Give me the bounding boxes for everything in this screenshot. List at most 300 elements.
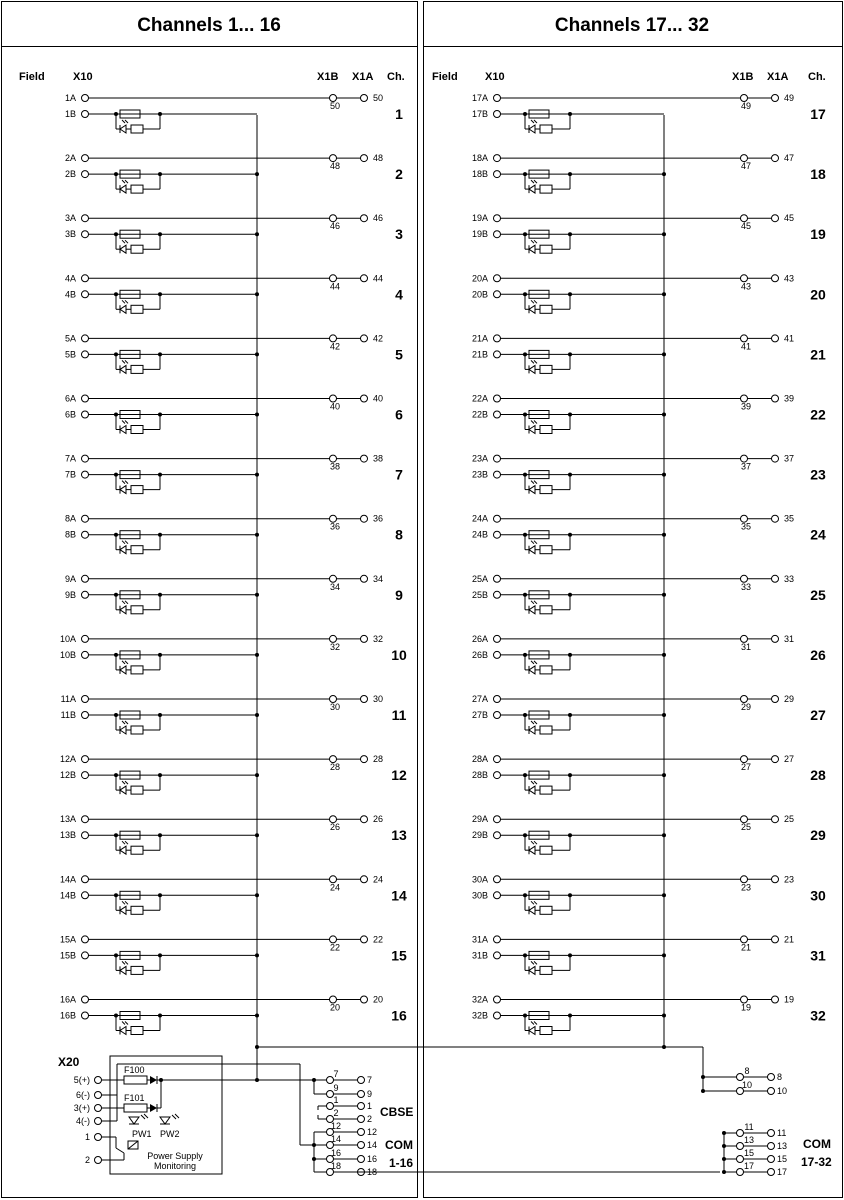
junction-dot	[701, 1089, 705, 1093]
fuse-f101	[124, 1104, 147, 1112]
x1b-terminal	[737, 1130, 744, 1137]
x1b-terminal	[737, 1156, 744, 1163]
channel-row	[472, 634, 826, 674]
resistor-icon	[131, 666, 143, 674]
x20-terminal-label: 3(+)	[73, 1103, 90, 1113]
channel-row	[472, 574, 826, 614]
terminal-label-a: 29A	[471, 814, 488, 825]
channel-row	[472, 874, 826, 914]
led-ray	[531, 721, 534, 724]
com-range-right: 17-32	[801, 1155, 832, 1169]
led-ray	[531, 781, 534, 784]
x1a-terminal	[768, 1143, 775, 1150]
led-icon	[120, 486, 126, 494]
junction-dot	[568, 653, 572, 657]
junction-dot	[158, 653, 162, 657]
x10-terminal-b	[82, 712, 89, 719]
led-icon	[529, 486, 535, 494]
power-supply-block	[58, 1055, 300, 1174]
resistor-icon	[131, 185, 143, 193]
x1b-number: 33	[740, 581, 752, 592]
channel-row	[472, 153, 826, 193]
x1a-number: 2	[367, 1114, 373, 1124]
x1a-number: 34	[373, 573, 384, 584]
junction-dot	[158, 413, 162, 417]
led-ray	[125, 961, 128, 964]
led-icon	[120, 365, 126, 373]
x1b-number: 8	[744, 1066, 750, 1076]
junction-dot	[568, 893, 572, 897]
x1a-terminal	[361, 95, 368, 102]
led-ray	[125, 541, 128, 544]
resistor-icon	[540, 546, 552, 554]
terminal-label-a: 24A	[471, 513, 488, 524]
x10-terminal-b	[82, 832, 89, 839]
terminal-label-b: 3B	[64, 229, 76, 240]
x1a-terminal	[772, 696, 779, 703]
channel-row	[60, 995, 407, 1035]
channel-row	[472, 213, 826, 253]
junction-dot	[158, 1014, 162, 1018]
terminal-label-a: 27A	[471, 694, 488, 704]
x10-terminal-a	[494, 635, 501, 642]
led-ray	[531, 180, 534, 183]
x10-terminal-b	[494, 291, 501, 298]
x1b-number: 10	[741, 1080, 753, 1090]
terminal-label-b: 9B	[64, 589, 76, 600]
junction-dot	[114, 352, 118, 356]
terminal-label-a: 22A	[471, 393, 488, 404]
terminal-label-a: 8A	[64, 513, 76, 524]
x1a-terminal	[772, 575, 779, 582]
resistor-icon	[540, 486, 552, 494]
x1a-terminal	[772, 455, 779, 462]
x10-terminal-b	[82, 111, 89, 118]
led-ray	[122, 180, 125, 183]
led-ray	[175, 1114, 179, 1118]
led-icon	[120, 606, 126, 614]
x1a-number: 31	[784, 633, 795, 644]
junction-dot	[158, 893, 162, 897]
led-ray	[122, 300, 125, 303]
junction-dot	[568, 833, 572, 837]
x1a-terminal	[358, 1077, 365, 1084]
relay-coil-mark	[128, 1141, 138, 1149]
channel-number: 10	[391, 646, 407, 663]
terminal-label-a: 3A	[64, 213, 76, 224]
x1a-number: 7	[367, 1075, 373, 1085]
junction-dot	[523, 953, 527, 957]
x1a-terminal	[772, 95, 779, 102]
x1b-number: 49	[740, 101, 752, 111]
x1a-number: 9	[367, 1089, 373, 1099]
x1a-terminal	[772, 155, 779, 162]
x1a-terminal	[772, 816, 779, 823]
x10-terminal-b	[494, 111, 501, 118]
header-field-left: Field	[19, 71, 45, 83]
x1a-number: 15	[777, 1154, 788, 1164]
x1a-terminal	[361, 996, 368, 1003]
terminal-label-a: 14A	[59, 874, 76, 885]
x1b-number: 38	[329, 461, 341, 472]
x1a-terminal	[358, 1156, 365, 1163]
channel-number: 13	[391, 827, 407, 844]
terminal-label-a: 32A	[471, 994, 488, 1005]
channel-row	[472, 93, 826, 133]
junction-dot	[158, 833, 162, 837]
channel-row	[472, 934, 826, 974]
led-ray	[531, 841, 534, 844]
terminal-label-b: 6B	[64, 409, 76, 420]
x10-terminal-a	[494, 575, 501, 582]
x10-terminal-a	[82, 996, 89, 1003]
led-ray	[531, 240, 534, 243]
x1a-terminal	[772, 996, 779, 1003]
x10-terminal-a	[82, 395, 89, 402]
junction-dot	[722, 1144, 726, 1148]
channel-row	[65, 454, 403, 494]
channel-number: 6	[395, 406, 403, 423]
led-ray	[534, 481, 537, 484]
junction-dot	[568, 292, 572, 296]
x1b-number: 16	[330, 1148, 342, 1158]
led-ray	[531, 360, 534, 363]
resistor-icon	[131, 786, 143, 794]
terminal-label-b: 11B	[60, 710, 76, 720]
terminal-label-b: 32B	[471, 1010, 488, 1021]
led-ray	[534, 961, 537, 964]
x20-terminal-label: 1	[84, 1132, 90, 1142]
led-icon	[120, 125, 126, 133]
x10-terminal-b	[82, 1012, 89, 1019]
junction-dot	[523, 893, 527, 897]
x1b-number: 12	[330, 1121, 342, 1131]
x1b-number: 44	[329, 281, 341, 292]
junction-dot	[114, 1014, 118, 1018]
x1a-terminal	[361, 635, 368, 642]
x1b-terminal	[737, 1143, 744, 1150]
channel-number: 32	[810, 1007, 826, 1024]
junction-dot	[114, 713, 118, 717]
header-x1a-right: X1A	[767, 71, 789, 83]
x1b-number: 1	[333, 1095, 339, 1105]
x10-terminal-a	[494, 275, 501, 282]
x1a-number: 41	[784, 333, 795, 344]
x10-terminal-a	[494, 816, 501, 823]
junction-dot	[158, 593, 162, 597]
junction-dot	[523, 833, 527, 837]
junction-dot	[568, 172, 572, 176]
led-ray	[125, 601, 128, 604]
resistor-icon	[540, 1027, 552, 1035]
junction-dot	[568, 593, 572, 597]
terminal-label-b: 12B	[59, 770, 76, 781]
led-icon	[529, 365, 535, 373]
header-x1a-left: X1A	[352, 71, 374, 83]
terminal-label-b: 30B	[471, 890, 488, 901]
led-icon	[529, 606, 535, 614]
resistor-icon	[540, 846, 552, 854]
terminal-label-b: 26B	[471, 649, 488, 660]
resistor-icon	[131, 125, 143, 133]
led-ray	[534, 541, 537, 544]
terminal-label-a: 31A	[471, 934, 488, 945]
x1a-number: 42	[373, 333, 384, 344]
junction-dot	[523, 593, 527, 597]
x1b-number: 46	[329, 221, 341, 232]
x10-terminal-a	[82, 756, 89, 763]
header-x1b-left: X1B	[317, 71, 339, 83]
junction-dot	[114, 773, 118, 777]
channel-rows-right	[472, 93, 826, 1035]
channel-number: 19	[810, 226, 826, 243]
terminal-label-b: 27B	[471, 710, 488, 720]
led-icon	[120, 1027, 126, 1035]
x1a-terminal	[361, 575, 368, 582]
x10-terminal-a	[494, 335, 501, 342]
resistor-icon	[131, 726, 143, 734]
channel-number: 30	[810, 887, 826, 904]
terminal-label-a: 17A	[471, 93, 488, 103]
x10-terminal-b	[494, 531, 501, 538]
header-ch-right: Ch.	[808, 71, 826, 83]
led-ray	[534, 180, 537, 183]
x1b-number: 7	[333, 1069, 339, 1079]
resistor-icon	[540, 606, 552, 614]
led-ray	[534, 120, 537, 123]
monitoring-label-line2: Monitoring	[153, 1161, 197, 1171]
x1a-terminal	[361, 335, 368, 342]
led-ray	[534, 1022, 537, 1025]
x1a-terminal	[361, 816, 368, 823]
x10-terminal-b	[494, 411, 501, 418]
channel-number: 15	[391, 947, 407, 964]
x1b-number: 19	[740, 1002, 752, 1013]
junction-dot	[523, 413, 527, 417]
x1a-number: 30	[373, 694, 384, 704]
x10-terminal-a	[494, 876, 501, 883]
junction-dot	[114, 232, 118, 236]
x1a-number: 36	[373, 513, 384, 524]
x1a-terminal	[772, 756, 779, 763]
x1a-terminal	[358, 1129, 365, 1136]
channel-row	[472, 995, 826, 1035]
terminal-label-b: 16B	[59, 1010, 76, 1021]
terminal-label-a: 7A	[64, 453, 76, 464]
led-pw1-icon	[129, 1117, 139, 1124]
led-icon	[120, 726, 126, 734]
junction-dot	[114, 893, 118, 897]
junction-dot	[114, 533, 118, 537]
junction-dot	[312, 1157, 316, 1161]
x1a-terminal	[358, 1103, 365, 1110]
led-ray	[125, 721, 128, 724]
terminal-label-b: 18B	[471, 169, 488, 180]
junction-dot	[722, 1170, 726, 1174]
x20-terminal	[95, 1105, 102, 1112]
x10-terminal-b	[494, 591, 501, 598]
x20-terminal	[95, 1134, 102, 1141]
x1a-terminal	[358, 1091, 365, 1098]
led-ray	[125, 240, 128, 243]
x1b-number: 20	[329, 1002, 341, 1013]
led-icon	[529, 125, 535, 133]
x1a-number: 21	[784, 934, 795, 945]
x1a-terminal	[358, 1116, 365, 1123]
x20-terminal-label: 2	[84, 1155, 90, 1165]
x20-terminal-label: 5(+)	[73, 1075, 90, 1085]
junction-dot	[568, 773, 572, 777]
junction-dot	[701, 1075, 705, 1079]
resistor-icon	[131, 245, 143, 253]
junction-dot	[568, 352, 572, 356]
x10-terminal-b	[494, 231, 501, 238]
resistor-icon	[540, 786, 552, 794]
resistor-icon	[540, 906, 552, 914]
junction-dot	[158, 172, 162, 176]
led-icon	[529, 426, 535, 434]
terminal-label-a: 9A	[64, 573, 76, 584]
x1a-number: 20	[373, 994, 384, 1005]
x10-terminal-a	[494, 696, 501, 703]
resistor-icon	[540, 426, 552, 434]
terminal-label-b: 2B	[64, 169, 76, 180]
terminal-label-a: 12A	[59, 754, 76, 765]
resistor-icon	[540, 666, 552, 674]
led-ray	[122, 781, 125, 784]
led-icon	[529, 966, 535, 974]
terminal-label-b: 13B	[59, 830, 76, 841]
x10-terminal-a	[494, 155, 501, 162]
x1b-terminal	[327, 1077, 334, 1084]
led-icon	[120, 846, 126, 854]
x1a-number: 44	[373, 273, 384, 284]
led-ray	[534, 661, 537, 664]
led-ray	[122, 240, 125, 243]
relay-contact	[116, 1148, 124, 1153]
x1b-number: 21	[740, 942, 752, 953]
led-ray	[144, 1114, 148, 1118]
channel-row	[472, 754, 826, 794]
led-ray	[531, 481, 534, 484]
x10-terminal-b	[494, 772, 501, 779]
channel-number: 1	[395, 106, 403, 122]
channel-row	[60, 814, 407, 854]
x1a-terminal	[361, 455, 368, 462]
junction-dot	[568, 413, 572, 417]
led-icon	[120, 245, 126, 253]
channel-row	[472, 514, 826, 554]
channel-number: 22	[810, 406, 826, 423]
channel-number: 8	[395, 526, 403, 543]
x10-terminal-a	[494, 996, 501, 1003]
x10-terminal-b	[82, 651, 89, 658]
x10-terminal-a	[494, 95, 501, 102]
channel-row	[60, 874, 407, 914]
x1a-terminal	[768, 1169, 775, 1176]
junction-dot	[523, 352, 527, 356]
terminal-label-b: 14B	[59, 890, 76, 901]
terminal-label-b: 21B	[471, 349, 488, 360]
led-ray	[534, 601, 537, 604]
x1a-number: 10	[777, 1086, 788, 1096]
com-range-left: 1-16	[389, 1156, 414, 1170]
junction-dot	[158, 232, 162, 236]
x1a-number: 11	[777, 1128, 787, 1138]
x10-terminal-b	[82, 471, 89, 478]
terminal-label-b: 1B	[64, 109, 76, 119]
x20-terminal-label: 6(-)	[76, 1090, 90, 1100]
x1a-number: 48	[373, 153, 384, 164]
x1b-number: 45	[740, 221, 752, 232]
led-ray	[172, 1115, 176, 1119]
resistor-icon	[131, 906, 143, 914]
led-icon	[120, 966, 126, 974]
terminal-label-a: 21A	[471, 333, 488, 344]
resistor-icon	[131, 1027, 143, 1035]
x1b-number: 32	[329, 641, 341, 652]
x1a-terminal	[768, 1074, 775, 1081]
com-label-right: COM	[803, 1137, 831, 1151]
led-icon	[120, 426, 126, 434]
x1b-number: 30	[329, 702, 341, 712]
resistor-icon	[540, 305, 552, 313]
x10-terminal-b	[82, 952, 89, 959]
x1a-terminal	[361, 696, 368, 703]
x10-terminal-b	[82, 772, 89, 779]
x1a-number: 18	[367, 1167, 378, 1177]
led-ray	[141, 1115, 145, 1119]
junction-dot	[523, 1014, 527, 1018]
x10-terminal-a	[494, 455, 501, 462]
channel-row	[65, 153, 403, 193]
channel-row	[61, 694, 407, 734]
led-ray	[534, 360, 537, 363]
led-icon	[120, 906, 126, 914]
led-ray	[534, 841, 537, 844]
x1b-number: 41	[740, 341, 752, 352]
x10-terminal-a	[82, 215, 89, 222]
led-ray	[534, 781, 537, 784]
junction-dot	[158, 773, 162, 777]
x1a-number: 23	[784, 874, 795, 885]
x10-terminal-b	[494, 651, 501, 658]
x10-terminal-b	[494, 892, 501, 899]
x10-terminal-b	[82, 411, 89, 418]
channel-number: 31	[810, 947, 826, 964]
led-icon	[120, 185, 126, 193]
terminal-label-b: 19B	[471, 229, 488, 240]
diode-icon	[150, 1076, 157, 1084]
channel-row	[65, 93, 403, 133]
led-ray	[125, 300, 128, 303]
led-ray	[122, 901, 125, 904]
junction-dot	[523, 533, 527, 537]
x10-terminal-b	[494, 712, 501, 719]
junction-dot	[114, 292, 118, 296]
x1a-number: 45	[784, 213, 795, 224]
terminal-label-a: 30A	[471, 874, 488, 885]
terminal-label-a: 28A	[471, 754, 488, 765]
resistor-icon	[131, 846, 143, 854]
channel-number: 11	[391, 707, 407, 723]
terminal-label-a: 6A	[64, 393, 76, 404]
x1a-number: 49	[784, 93, 795, 103]
junction-dot	[114, 413, 118, 417]
x1a-number: 14	[367, 1140, 378, 1150]
junction-dot	[568, 1014, 572, 1018]
junction-dot	[114, 653, 118, 657]
